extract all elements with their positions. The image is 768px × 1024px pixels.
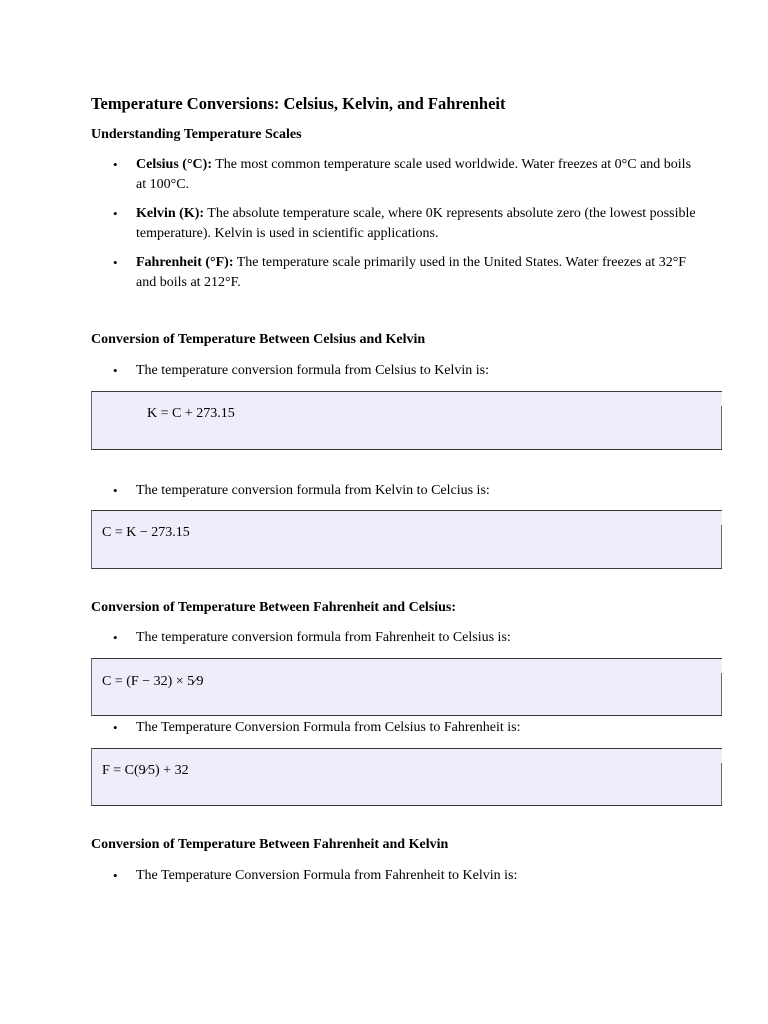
page-title: Temperature Conversions: Celsius, Kelvin, and Fahrenheit [91, 94, 506, 113]
formula-box-c-to-k [91, 391, 722, 450]
list-item-k-to-c: • The temperature conversion formula from Kelvin to Celcius is: [136, 481, 696, 501]
list-item-f-to-k: • The Temperature Conversion Formula from Fahrenheit to Kelvin is: [136, 866, 696, 886]
list-item-kelvin [136, 204, 696, 243]
term-celsius: Celsius (°C): [136, 157, 212, 172]
formula-box-f-to-c [91, 658, 722, 716]
scales-heading: Understanding Temperature Scales [91, 127, 302, 142]
fahrenheit-celsius-heading: Conversion of Temperature Between Fahrenheit and Celsius: [91, 600, 457, 615]
formula-f-to-c: C = (F − 32) × 5⁄9 [102, 674, 204, 689]
formula-box-k-to-c [91, 510, 722, 569]
list-item-fahrenheit [136, 253, 696, 292]
formula-c-to-k: K = C + 273.15 [147, 406, 235, 421]
celsius-kelvin-heading: Conversion of Temperature Between Celsius and Kelvin [91, 332, 426, 347]
fahrenheit-kelvin-heading: Conversion of Temperature Between Fahrenheit and Kelvin [91, 837, 449, 852]
formula-box-c-to-f [91, 748, 722, 806]
term-fahrenheit: Fahrenheit (°F): [136, 255, 234, 270]
desc-fahrenheit: The temperature scale primarily used in the United States. Water freezes at 32°F and boils at 212°F. [136, 255, 687, 290]
desc-celsius: The most common temperature scale used worldwide. Water freezes at 0°C and boils at 100°C. [136, 157, 692, 192]
term-kelvin: Kelvin (K): [136, 206, 205, 221]
list-item-celsius [136, 155, 696, 194]
formula-k-to-c: C = K − 273.15 [102, 525, 190, 540]
list-item-f-to-c: • The temperature conversion formula from Fahrenheit to Celsius is: [136, 628, 696, 648]
list-item-c-to-k: • The temperature conversion formula from Celsius to Kelvin is: [136, 361, 696, 381]
formula-c-to-f: F = C(9⁄5) + 32 [102, 763, 189, 778]
list-item-c-to-f: • The Temperature Conversion Formula from Celsius to Fahrenheit is: [136, 718, 696, 738]
desc-kelvin: The absolute temperature scale, where 0K represents absolute zero (the lowest possible temperature). Kelvin is used in scientific applications. [136, 206, 696, 241]
